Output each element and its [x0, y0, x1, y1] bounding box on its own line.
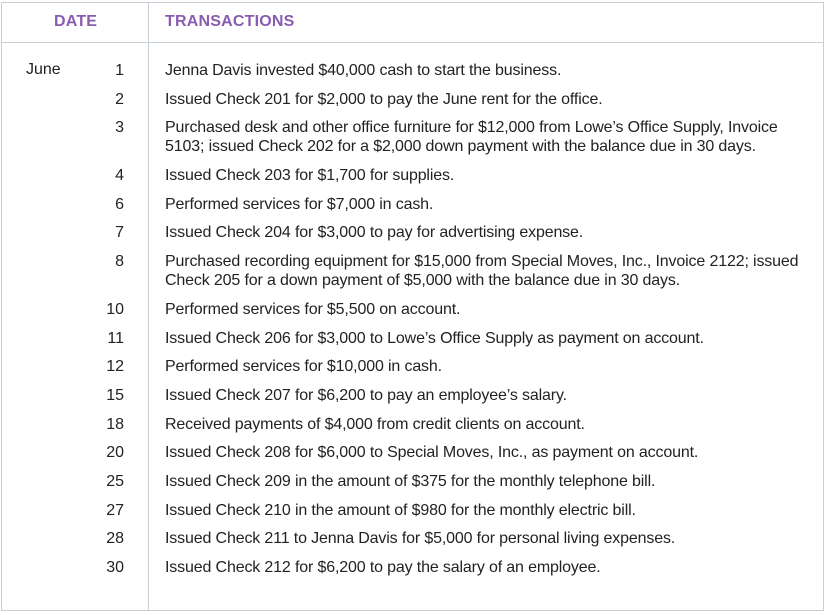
transaction-day: 2	[115, 90, 124, 108]
table-row	[0, 195, 826, 224]
table-row	[0, 529, 826, 558]
table-row	[0, 166, 826, 195]
transaction-description: Performed services for $7,000 in cash.	[165, 195, 434, 213]
transaction-day: 11	[107, 329, 124, 347]
transaction-day: 20	[106, 444, 124, 462]
transaction-day: 10	[106, 300, 124, 318]
date-column-header: DATE	[54, 13, 98, 30]
transaction-day: 30	[106, 559, 124, 576]
transaction-description: Performed services for $10,000 in cash.	[165, 358, 442, 376]
table-row	[0, 558, 826, 587]
transaction-day: 8	[115, 253, 124, 271]
table-row	[0, 61, 826, 90]
table-row	[0, 300, 826, 329]
transaction-description: Issued Check 206 for $3,000 to Lowe’s Office Supply as payment on account.	[165, 329, 704, 347]
transaction-description: Performed services for $5,500 on account.	[165, 300, 461, 318]
table-row	[0, 443, 826, 472]
table-row	[0, 329, 826, 358]
transaction-day: 6	[115, 195, 124, 213]
transactions-column-header: TRANSACTIONS	[165, 13, 295, 30]
transaction-description: Purchased recording equipment for $15,000 from Special Moves, Inc., Invoice 2122; issued Check 205 for a down payment of $5,000 with the balance due in 30 days.	[165, 253, 799, 290]
transaction-description: Jenna Davis invested $40,000 cash to start the business.	[165, 62, 562, 79]
transaction-day: 1	[115, 62, 124, 79]
transaction-day: 4	[115, 167, 124, 185]
table-row	[0, 472, 826, 501]
transaction-day: 15	[106, 386, 124, 404]
transaction-description: Issued Check 203 for $1,700 for supplies.	[165, 167, 455, 185]
transactions-list	[0, 61, 826, 587]
table-row	[0, 386, 826, 415]
transaction-day: 27	[106, 501, 124, 519]
table-row	[0, 415, 826, 444]
table-row	[0, 357, 826, 386]
transaction-description: Issued Check 207 for $6,200 to pay an employee’s salary.	[165, 386, 567, 404]
transaction-description: Issued Check 210 in the amount of $980 for the monthly electric bill.	[165, 501, 636, 519]
transaction-day: 25	[106, 472, 124, 490]
transaction-day: 18	[106, 415, 124, 433]
transaction-description: Issued Check 208 for $6,000 to Special Moves, Inc., as payment on account.	[165, 444, 699, 462]
transaction-day: 7	[115, 224, 124, 242]
table-row	[0, 223, 826, 252]
transaction-day: 3	[115, 119, 124, 137]
transaction-description: Issued Check 211 to Jenna Davis for $5,000 for personal living expenses.	[165, 530, 676, 548]
table-row	[0, 501, 826, 530]
transaction-description: Issued Check 204 for $3,000 to pay for advertising expense.	[165, 224, 584, 242]
transaction-description: Issued Check 212 for $6,200 to pay the salary of an employee.	[165, 559, 601, 576]
transaction-description: Received payments of $4,000 from credit clients on account.	[165, 415, 585, 433]
month-label: June	[26, 61, 61, 78]
table-row	[0, 252, 826, 300]
transaction-description: Purchased desk and other office furniture for $12,000 from Lowe’s Office Supply, Invoice 5103; issued Check 202 for a $2,000 down payment with the balance due in 30 days.	[165, 119, 778, 156]
transaction-description: Issued Check 209 in the amount of $375 for the monthly telephone bill.	[165, 472, 656, 490]
transaction-description: Issued Check 201 for $2,000 to pay the June rent for the office.	[165, 90, 603, 108]
transaction-day: 12	[106, 358, 124, 376]
transaction-day: 28	[106, 530, 124, 548]
table-row	[0, 118, 826, 166]
table-row	[0, 90, 826, 119]
header-divider	[1, 42, 824, 43]
